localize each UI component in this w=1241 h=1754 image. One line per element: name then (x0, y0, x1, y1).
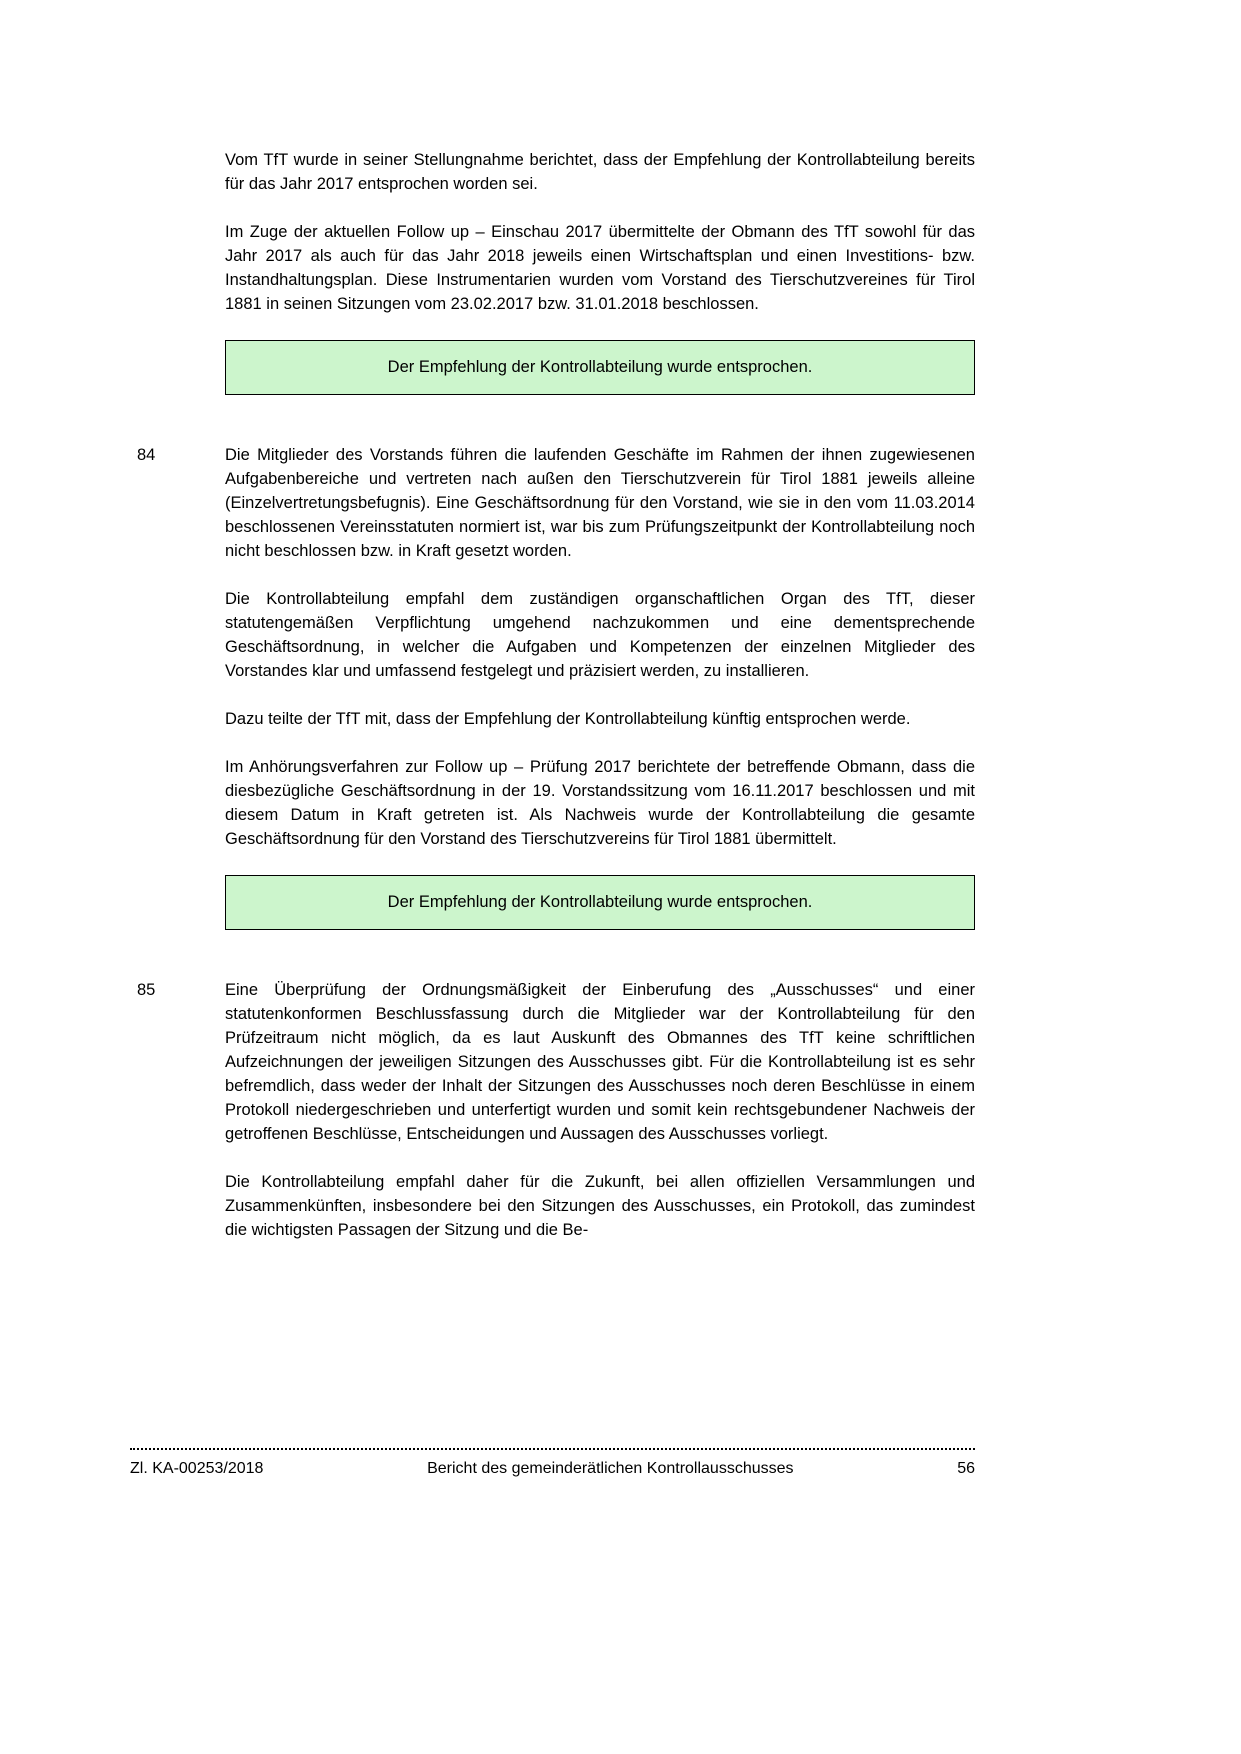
paragraph: Die Mitglieder des Vorstands führen die laufenden Geschäfte im Rahmen der ihnen zugewiesenen Aufgabenbereiche und vertreten nach außen den Tierschutzverein für Tirol 1881 jeweils alleine (Einzelvertretungsbefugnis). Eine Geschäftsordnung für den Vorstand, wie sie in den vom 11.03.2014 beschlossenen Vereinsstatuten normiert ist, war bis zum Prüfungszeitpunkt der Kontrollabteilung noch nicht beschlossen bzw. in Kraft gesetzt worden. (225, 446, 975, 560)
paragraph: Die Kontrollabteilung empfahl daher für die Zukunft, bei allen offiziellen Versammlungen und Zusammenkünften, insbesondere bei den Sitzungen des Ausschusses, ein Protokoll, das zumindest die wichtigsten Passagen der Sitzung und die Be- (225, 1173, 975, 1239)
recommendation-box (225, 340, 975, 395)
paragraph: Vom TfT wurde in seiner Stellungnahme berichtet, dass der Empfehlung der Kontrollabteilung bereits für das Jahr 2017 entsprochen worden sei. (225, 151, 975, 193)
page-footer (130, 1448, 975, 1479)
footer-reference: Zl. KA-00253/2018 (130, 1460, 264, 1477)
footer-row (130, 1459, 975, 1479)
paragraph: Im Anhörungsverfahren zur Follow up – Prüfung 2017 berichtete der betreffende Obmann, dass die diesbezügliche Geschäftsordnung in der 19. Vorstandssitzung vom 16.11.2017 beschlossen und mit diesem Datum in Kraft getreten ist. Als Nachweis wurde der Kontrollabteilung die gesamte Geschäftsordnung für den Vorstand des Tierschutzvereins für Tirol 1881 übermittelt. (225, 758, 975, 848)
recommendation-box (225, 875, 975, 930)
paragraph: Im Zuge der aktuellen Follow up – Einschau 2017 übermittelte der Obmann des TfT sowohl für das Jahr 2017 als auch für das Jahr 2018 jeweils einen Wirtschaftsplan und einen Investitions- bzw. Instandhaltungsplan. Diese Instrumentarien wurden vom Vorstand des Tierschutzvereines für Tirol 1881 in seinen Sitzungen vom 23.02.2017 bzw. 31.01.2018 beschlossen. (225, 223, 975, 313)
numbered-item-85 (137, 978, 975, 1146)
paragraph: Dazu teilte der TfT mit, dass der Empfehlung der Kontrollabteilung künftig entsprochen werde. (225, 710, 911, 728)
item-number: 85 (137, 981, 156, 999)
content-area (137, 148, 975, 1266)
paragraph: Eine Überprüfung der Ordnungsmäßigkeit der Einberufung des „Ausschusses“ und einer statutenkonformen Beschlussfassung durch die Mitglieder war der Kontrollabteilung für den Prüfzeitraum nicht möglich, da es laut Auskunft des Obmannes des TfT keine schriftlichen Aufzeichnungen der jeweiligen Sitzungen des Ausschusses gibt. Für die Kontrollabteilung ist es sehr befremdlich, dass weder der Inhalt der Sitzungen des Ausschusses noch deren Beschlüsse in einem Protokoll niedergeschrieben und unterfertigt wurden und somit kein rechtsgebundener Nachweis der getroffenen Beschlüsse, Entscheidungen und Aussagen des Ausschusses vorliegt. (225, 981, 975, 1143)
footer-page-number: 56 (957, 1460, 975, 1477)
dotted-separator (130, 1448, 975, 1450)
item-number: 84 (137, 446, 156, 464)
footer-title: Bericht des gemeinderätlichen Kontrollausschusses (427, 1460, 794, 1477)
recommendation-text: Der Empfehlung der Kontrollabteilung wurde entsprochen. (387, 893, 813, 911)
numbered-item-84 (137, 443, 975, 563)
paragraph: Die Kontrollabteilung empfahl dem zuständigen organschaftlichen Organ des TfT, dieser statutengemäßen Verpflichtung umgehend nachzukommen und eine dementsprechende Geschäftsordnung, in welcher die Aufgaben und Kompetenzen der einzelnen Mitglieder des Vorstandes klar und umfassend festgelegt und präzisiert werden, zu installieren. (225, 590, 975, 680)
recommendation-text: Der Empfehlung der Kontrollabteilung wurde entsprochen. (387, 358, 813, 376)
